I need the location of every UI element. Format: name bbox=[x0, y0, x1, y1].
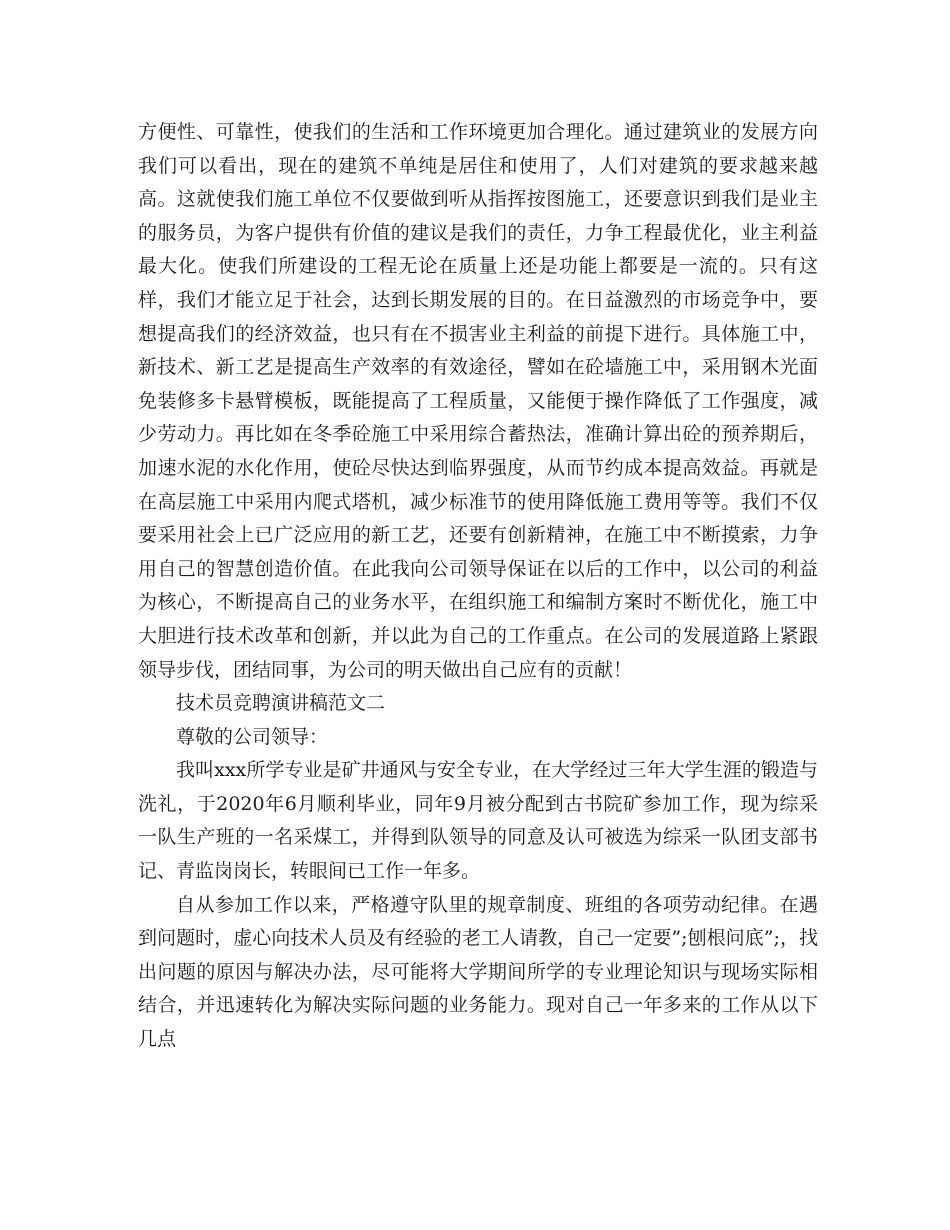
document-body bbox=[138, 116, 818, 1057]
body-paragraph-continued: 方便性、可靠性，使我们的生活和工作环境更加合理化。通过建筑业的发展方向我们可以看出，现在的建筑不单纯是居住和使用了，人们对建筑的要求越来越高。这就使我们施工单位不仅要做到听从指挥按图施工，还要意识到我们是业主的服务员，为客户提供有价值的建议是我们的责任，力争工程最优化，业主利益最大化。使我们所建设的工程无论在质量上还是功能上都要是一流的。只有这样，我们才能立足于社会，达到长期发展的目的。在日益激烈的市场竞争中，要想提高我们的经济效益，也只有在不损害业主利益的前提下进行。具体施工中，新技术、新工艺是提高生产效率的有效途径，譬如在砼墙施工中，采用钢木光面免装修多卡悬臂模板，既能提高了工程质量，又能便于操作降低了工作强度，减少劳动力。再比如在冬季砼施工中采用综合蓄热法，准确计算出砼的预养期后，加速水泥的水化作用，使砼尽快达到临界强度，从而节约成本提高效益。再就是在高层施工中采用内爬式塔机，减少标准节的使用降低施工费用等等。我们不仅要采用社会上已广泛应用的新工艺，还要有创新精神，在施工中不断摸索，力争用自己的智慧创造价值。在此我向公司领导保证在以后的工作中，以公司的利益为核心，不断提高自己的业务水平，在组织施工和编制方案时不断优化，施工中大胆进行技术改革和创新，并以此为自己的工作重点。在公司的发展道路上紧跟领导步伐，团结同事，为公司的明天做出自己应有的贡献！ bbox=[138, 121, 818, 681]
salutation: 尊敬的公司领导： bbox=[176, 725, 329, 748]
body-paragraph-intro: 我叫xxx所学专业是矿井通风与安全专业，在大学经过三年大学生涯的锻造与洗礼，于2020年6月顺利毕业，同年9月被分配到古书院矿参加工作，现为综采一队生产班的一名采煤工，并得到队领导的同意及认可被选为综采一队团支部书记、青监岗岗长，转眼间已工作一年多。 bbox=[138, 759, 818, 883]
body-paragraph-work: 自从参加工作以来，严格遵守队里的规章制度、班组的各项劳动纪律。在遇到问题时，虚心向技术人员及有经验的老工人请教，自己一定要”;刨根问底”;，找出问题的原因与解决办法，尽可能将大学期间所学的专业理论知识与现场实际相结合，并迅速转化为解决实际问题的业务能力。现对自己一年多来的工作从以下几点 bbox=[138, 893, 818, 1051]
section-heading: 技术员竞聘演讲稿范文二 bbox=[176, 692, 386, 715]
